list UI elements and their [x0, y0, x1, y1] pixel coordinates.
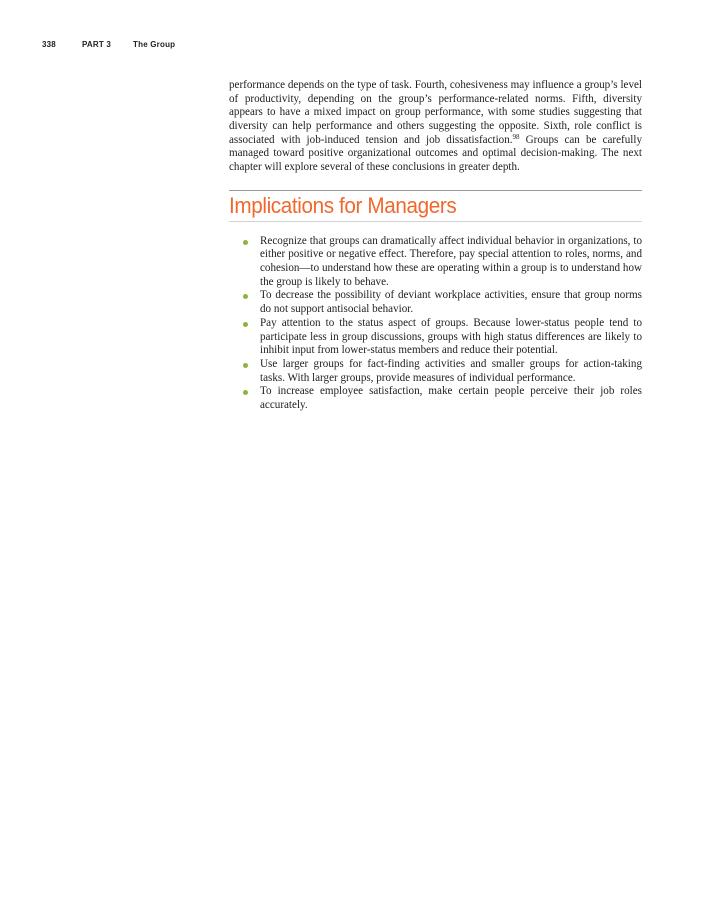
part-label: PART 3	[81, 40, 112, 49]
running-head	[42, 40, 175, 49]
list-item-text: To increase employee satisfaction, make certain people perceive their job roles accurately.	[260, 385, 642, 412]
bullet-dot-icon	[243, 390, 248, 395]
page-number: 338	[42, 40, 56, 49]
text-column	[229, 79, 642, 413]
part-title: The Group	[133, 40, 176, 49]
list-item	[260, 289, 642, 316]
list-item-text: Pay attention to the status aspect of groups. Because lower-status people tend to participate less in group discussions, groups with high status differences are likely to inhibit input from lower-status members and reduce their potential.	[260, 316, 642, 357]
implications-list	[229, 235, 642, 413]
section-rule-bottom	[229, 221, 642, 222]
list-item-text: Recognize that groups can dramatically affect individual behavior in organizations, to either positive or negative effect. Therefore, pay special attention to roles, norms, and cohesion—to understand how these are operating within a group is to understand how the group is likely to behave.	[260, 234, 642, 288]
intro-text-before-note: performance depends on the type of task. Fourth, cohesiveness may influence a group’s level of productivity, depending on the group’s performance-related norms. Fifth, diversity appears to have a mixed impact on group performance, with some studies suggesting that diversity can help performance and others suggesting the opposite. Sixth, role conflict is associated with job-induced tension and job dissatisfaction.	[229, 79, 642, 146]
bullet-dot-icon	[243, 322, 248, 327]
list-item	[260, 317, 642, 358]
list-item-text: To decrease the possibility of deviant workplace activities, ensure that group norms do not support antisocial behavior.	[260, 289, 642, 316]
list-item	[260, 358, 642, 385]
list-item	[260, 235, 642, 290]
list-item	[260, 385, 642, 412]
intro-text-after-note: Groups can be carefully managed toward positive organizational outcomes and optimal decision-making. The next chapter will explore several of these conclusions in greater depth.	[229, 133, 642, 173]
section-heading: Implications for Managers	[229, 192, 457, 218]
endnote-reference: 98	[512, 132, 520, 141]
bullet-dot-icon	[243, 240, 248, 245]
intro-paragraph	[229, 79, 642, 175]
bullet-dot-icon	[243, 363, 248, 368]
list-item-text: Use larger groups for fact-finding activities and smaller groups for action-taking tasks. With larger groups, provide measures of individual performance.	[260, 357, 642, 384]
bullet-dot-icon	[243, 294, 248, 299]
